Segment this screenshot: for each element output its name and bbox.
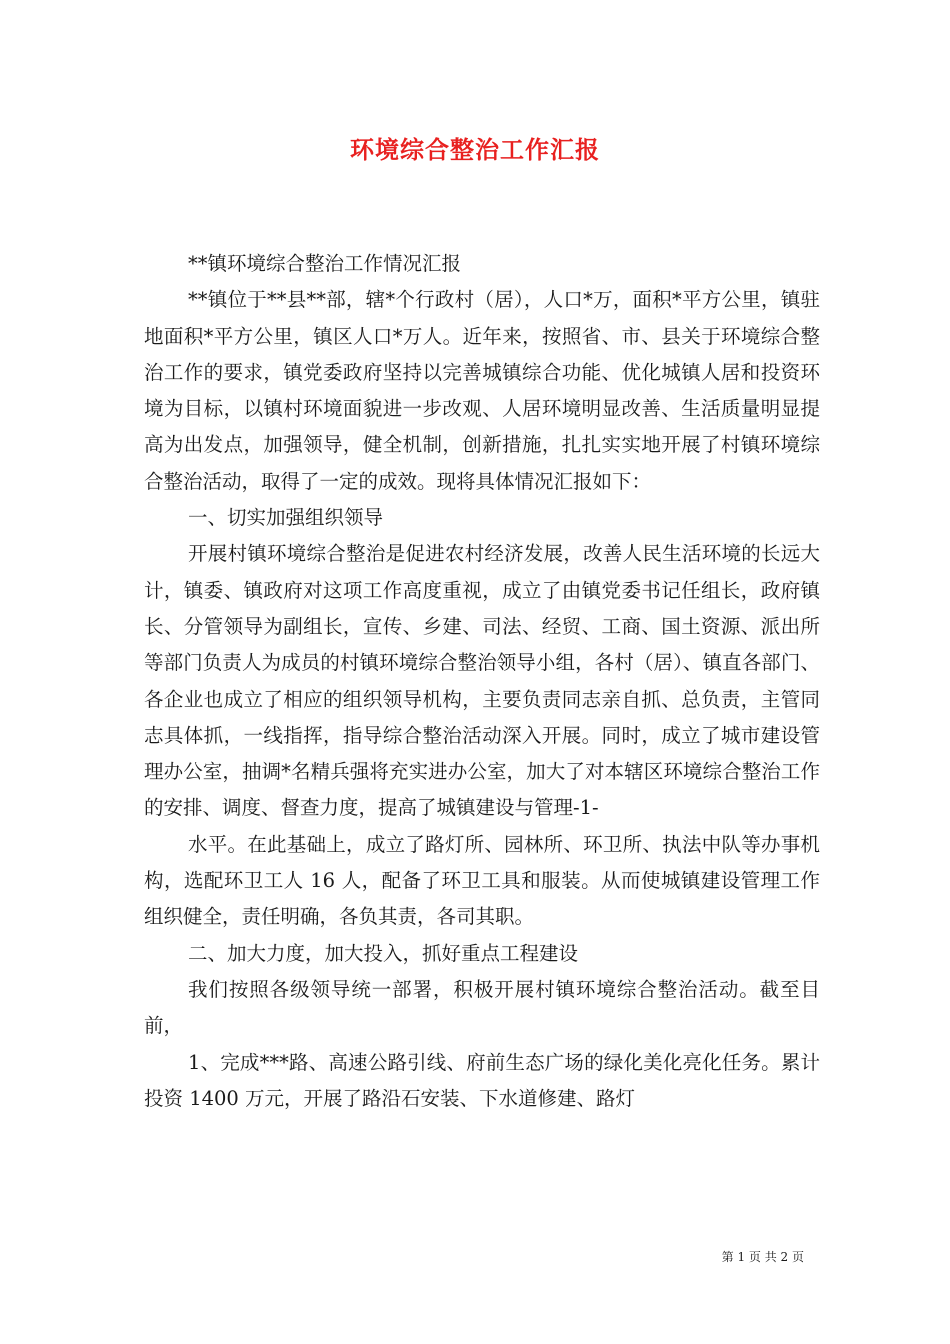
paragraph: 我们按照各级领导统一部署，积极开展村镇环境综合整治活动。截至目前，	[144, 977, 820, 1038]
paragraph: 水平。在此基础上，成立了路灯所、园林所、环卫所、执法中队等办事机构，选配环卫工人 16 人，配备了环卫工具和服装。从而使城镇建设管理工作组织健全，责任明确，各负其责，各司其职。	[144, 832, 820, 929]
section-heading: 二、加大力度，加大投入，抓好重点工程建设	[188, 941, 579, 965]
section-heading: 一、切实加强组织领导	[188, 506, 384, 530]
page-number: 第 1 页 共 2 页	[721, 1250, 804, 1264]
paragraph: **镇位于**县**部，辖*个行政村（居），人口*万，面积*平方公里，镇驻地面积*平方公里，镇区人口*万人。近年来，按照省、市、县关于环境综合整治工作的要求，镇党委政府坚持以完善城镇综合功能、优化城镇人居和投资环境为目标，以镇村环境面貌进一步改观、人居环境明显改善、生活质量明显提高为出发点，加强领导，健全机制，创新措施，扎扎实实地开展了村镇环境综合整治活动，取得了一定的成效。现将具体情况汇报如下：	[144, 288, 820, 493]
paragraph: 1、完成***路、高速公路引线、府前生态广场的绿化美化亮化任务。累计投资 1400 万元，开展了路沿石安装、下水道修建、路灯	[144, 1050, 820, 1110]
paragraph: 开展村镇环境综合整治是促进农村经济发展，改善人民生活环境的长远大计，镇委、镇政府对这项工作高度重视，成立了由镇党委书记任组长，政府镇长、分管领导为副组长，宣传、乡建、司法、经贸、工商、国土资源、派出所等部门负责人为成员的村镇环境综合整治领导小组，各村（居）、镇直各部门、各企业也成立了相应的组织领导机构，主要负责同志亲自抓、总负责，主管同志具体抓，一线指挥，指导综合整治活动深入开展。同时，成立了城市建设管理办公室，抽调*名精兵强将充实进办公室，加大了对本辖区环境综合整治工作的安排、调度、督查力度，提高了城镇建设与管理-1-	[144, 542, 820, 820]
paragraph: **镇环境综合整治工作情况汇报	[188, 252, 462, 275]
document-title: 环境综合整治工作汇报	[350, 135, 600, 164]
document-body	[144, 246, 820, 1117]
